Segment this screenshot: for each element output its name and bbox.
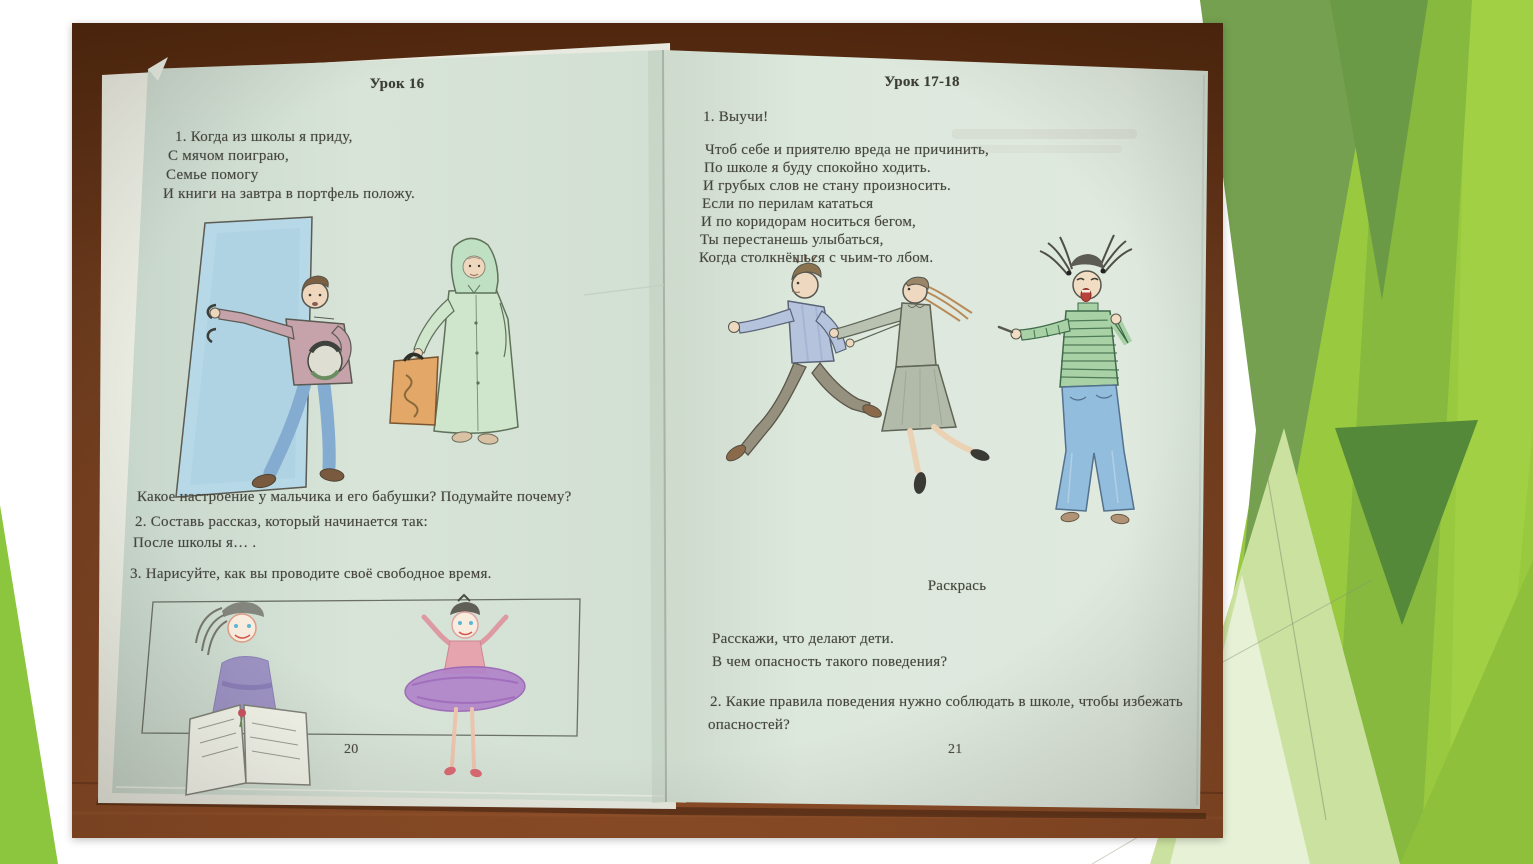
poem-line: 1. Когда из школы я приду, xyxy=(175,129,353,145)
stanza1-line: По школе я буду спокойно ходить. xyxy=(704,160,931,176)
question1-line: Расскажи, что делают дети. xyxy=(712,631,894,647)
stanza2-line: Когда столкнёшься с чьим-то лбом. xyxy=(699,250,934,266)
poem-line: Семье помогу xyxy=(166,167,259,183)
left-page-header: Урок 16 xyxy=(369,76,425,92)
question1-line: В чем опасность такого поведения? xyxy=(712,654,948,670)
exercise3-line: 3. Нарисуйте, как вы проводите своё свободное время. xyxy=(130,566,492,582)
stanza1-line: И грубых слов не стану произносить. xyxy=(703,178,952,194)
question2-line: опасностей? xyxy=(708,717,791,733)
poem-line: И книги на завтра в портфель положу. xyxy=(163,186,415,202)
exercise2-line: После школы я… . xyxy=(133,535,257,551)
exercise2-line: 2. Составь рассказ, который начинается так: xyxy=(135,514,428,530)
right-page-number: 21 xyxy=(948,742,963,757)
left-page-number: 20 xyxy=(344,742,359,757)
stanza2-line: Ты перестанешь улыбаться, xyxy=(700,232,884,248)
question2-line: 2. Какие правила поведения нужно соблюдать в школе, чтобы избежать xyxy=(710,694,1184,710)
right-page-header: Урок 17-18 xyxy=(884,74,960,90)
stanza2-line: Если по перилам кататься xyxy=(702,196,874,212)
poem-line: С мячом поиграю, xyxy=(168,148,289,164)
color-in-caption: Раскрась xyxy=(927,578,987,594)
stanza1-line: Чтоб себе и приятелю вреда не причинить, xyxy=(705,142,990,158)
exercise1-title: 1. Выучи! xyxy=(703,109,769,125)
stanza2-line: И по коридорам носиться бегом, xyxy=(701,214,917,230)
left-page-question: Какое настроение у мальчика и его бабушки? Подумайте почему? xyxy=(137,489,572,505)
